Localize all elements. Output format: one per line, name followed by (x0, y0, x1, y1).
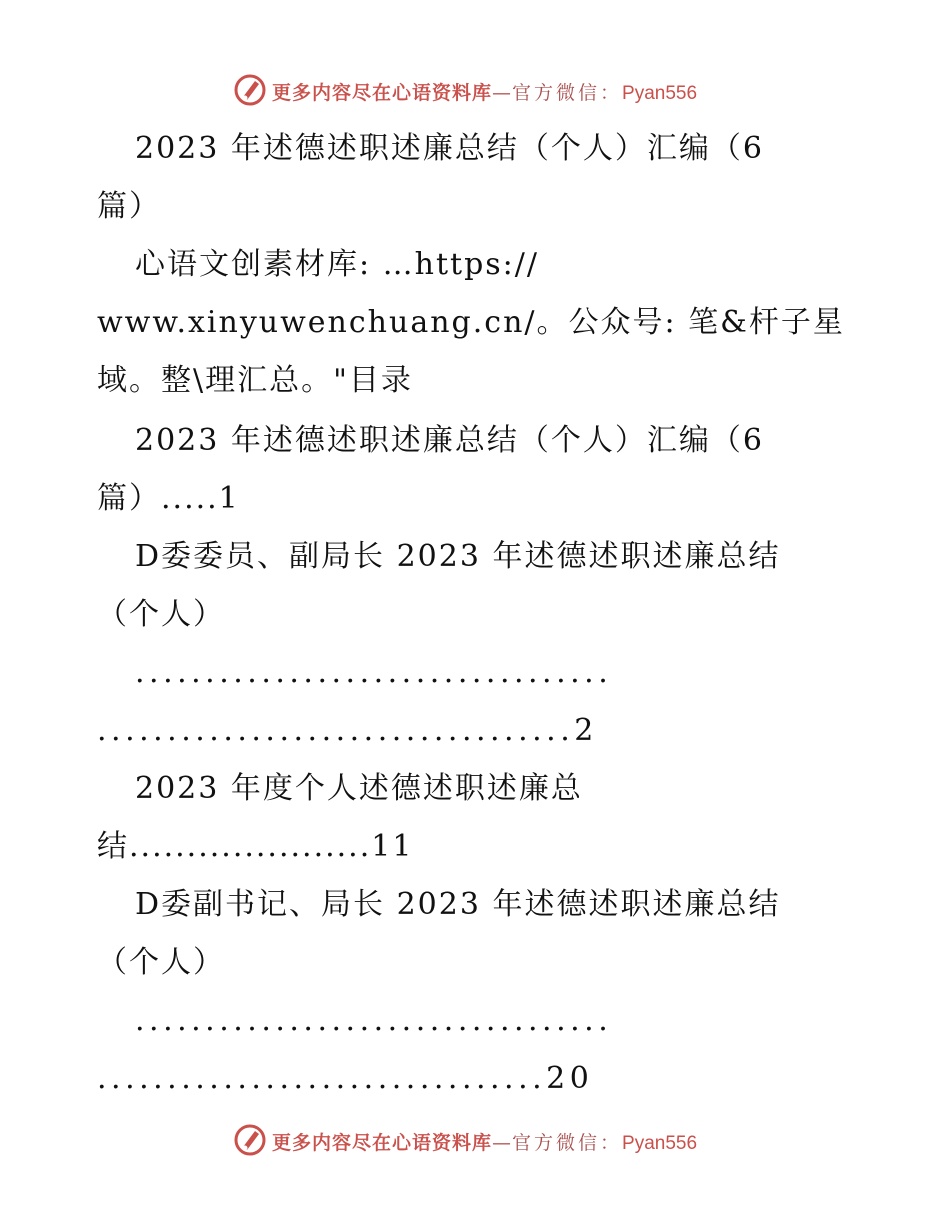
banner-separator: — (492, 82, 513, 104)
banner-main-text: 更多内容尽在心语资料库 (272, 1132, 493, 1154)
header-banner (0, 70, 950, 110)
pen-circle-logo-icon (233, 1123, 267, 1157)
toc-entry-2-dots2: ..................................2 (97, 713, 598, 748)
toc-entry-3-line2: 结.....................11 (97, 829, 414, 864)
doc-title-line1: 2023 年述德述职述廉总结（个人）汇编（6 (135, 131, 764, 166)
toc-entry-4-dots2: ................................20 (97, 1061, 594, 1096)
source-line3: 域。整\理汇总。"目录 (97, 363, 413, 398)
banner-separator: — (492, 1132, 513, 1154)
toc-entry-1-line1: 2023 年述德述职述廉总结（个人）汇编（6 (135, 423, 764, 458)
toc-entry-1-line2: 篇）.....1 (97, 481, 240, 516)
toc-entry-3-line1: 2023 年度个人述德述职述廉总 (135, 771, 583, 806)
footer-banner (0, 1120, 950, 1160)
banner-official-label: 官方微信： (512, 1132, 623, 1154)
banner-main-text: 更多内容尽在心语资料库 (272, 82, 493, 104)
toc-entry-2-dots1: .................................. (135, 655, 613, 690)
toc-entry-4-line1: D委副书记、局长 2023 年述德述职述廉总结 (135, 887, 781, 922)
banner-text (272, 1128, 697, 1155)
banner-text (272, 78, 697, 105)
toc-entry-2-line1: D委委员、副局长 2023 年述德述职述廉总结 (135, 539, 781, 574)
toc-entry-2-line2: （个人） (97, 597, 225, 632)
source-line1: 心语文创素材库: …https:// (135, 247, 539, 282)
doc-title-line2: 篇） (97, 189, 161, 224)
toc-entry-4-line2: （个人） (97, 945, 225, 980)
toc-entry-4-dots1: .................................. (135, 1003, 613, 1038)
source-line2: www.xinyuwenchuang.cn/。公众号: 笔&杆子星 (97, 305, 845, 340)
banner-handle: Pyan556 (622, 1133, 698, 1154)
banner-handle: Pyan556 (622, 83, 698, 104)
pen-circle-logo-icon (233, 73, 267, 107)
banner-official-label: 官方微信： (512, 82, 623, 104)
